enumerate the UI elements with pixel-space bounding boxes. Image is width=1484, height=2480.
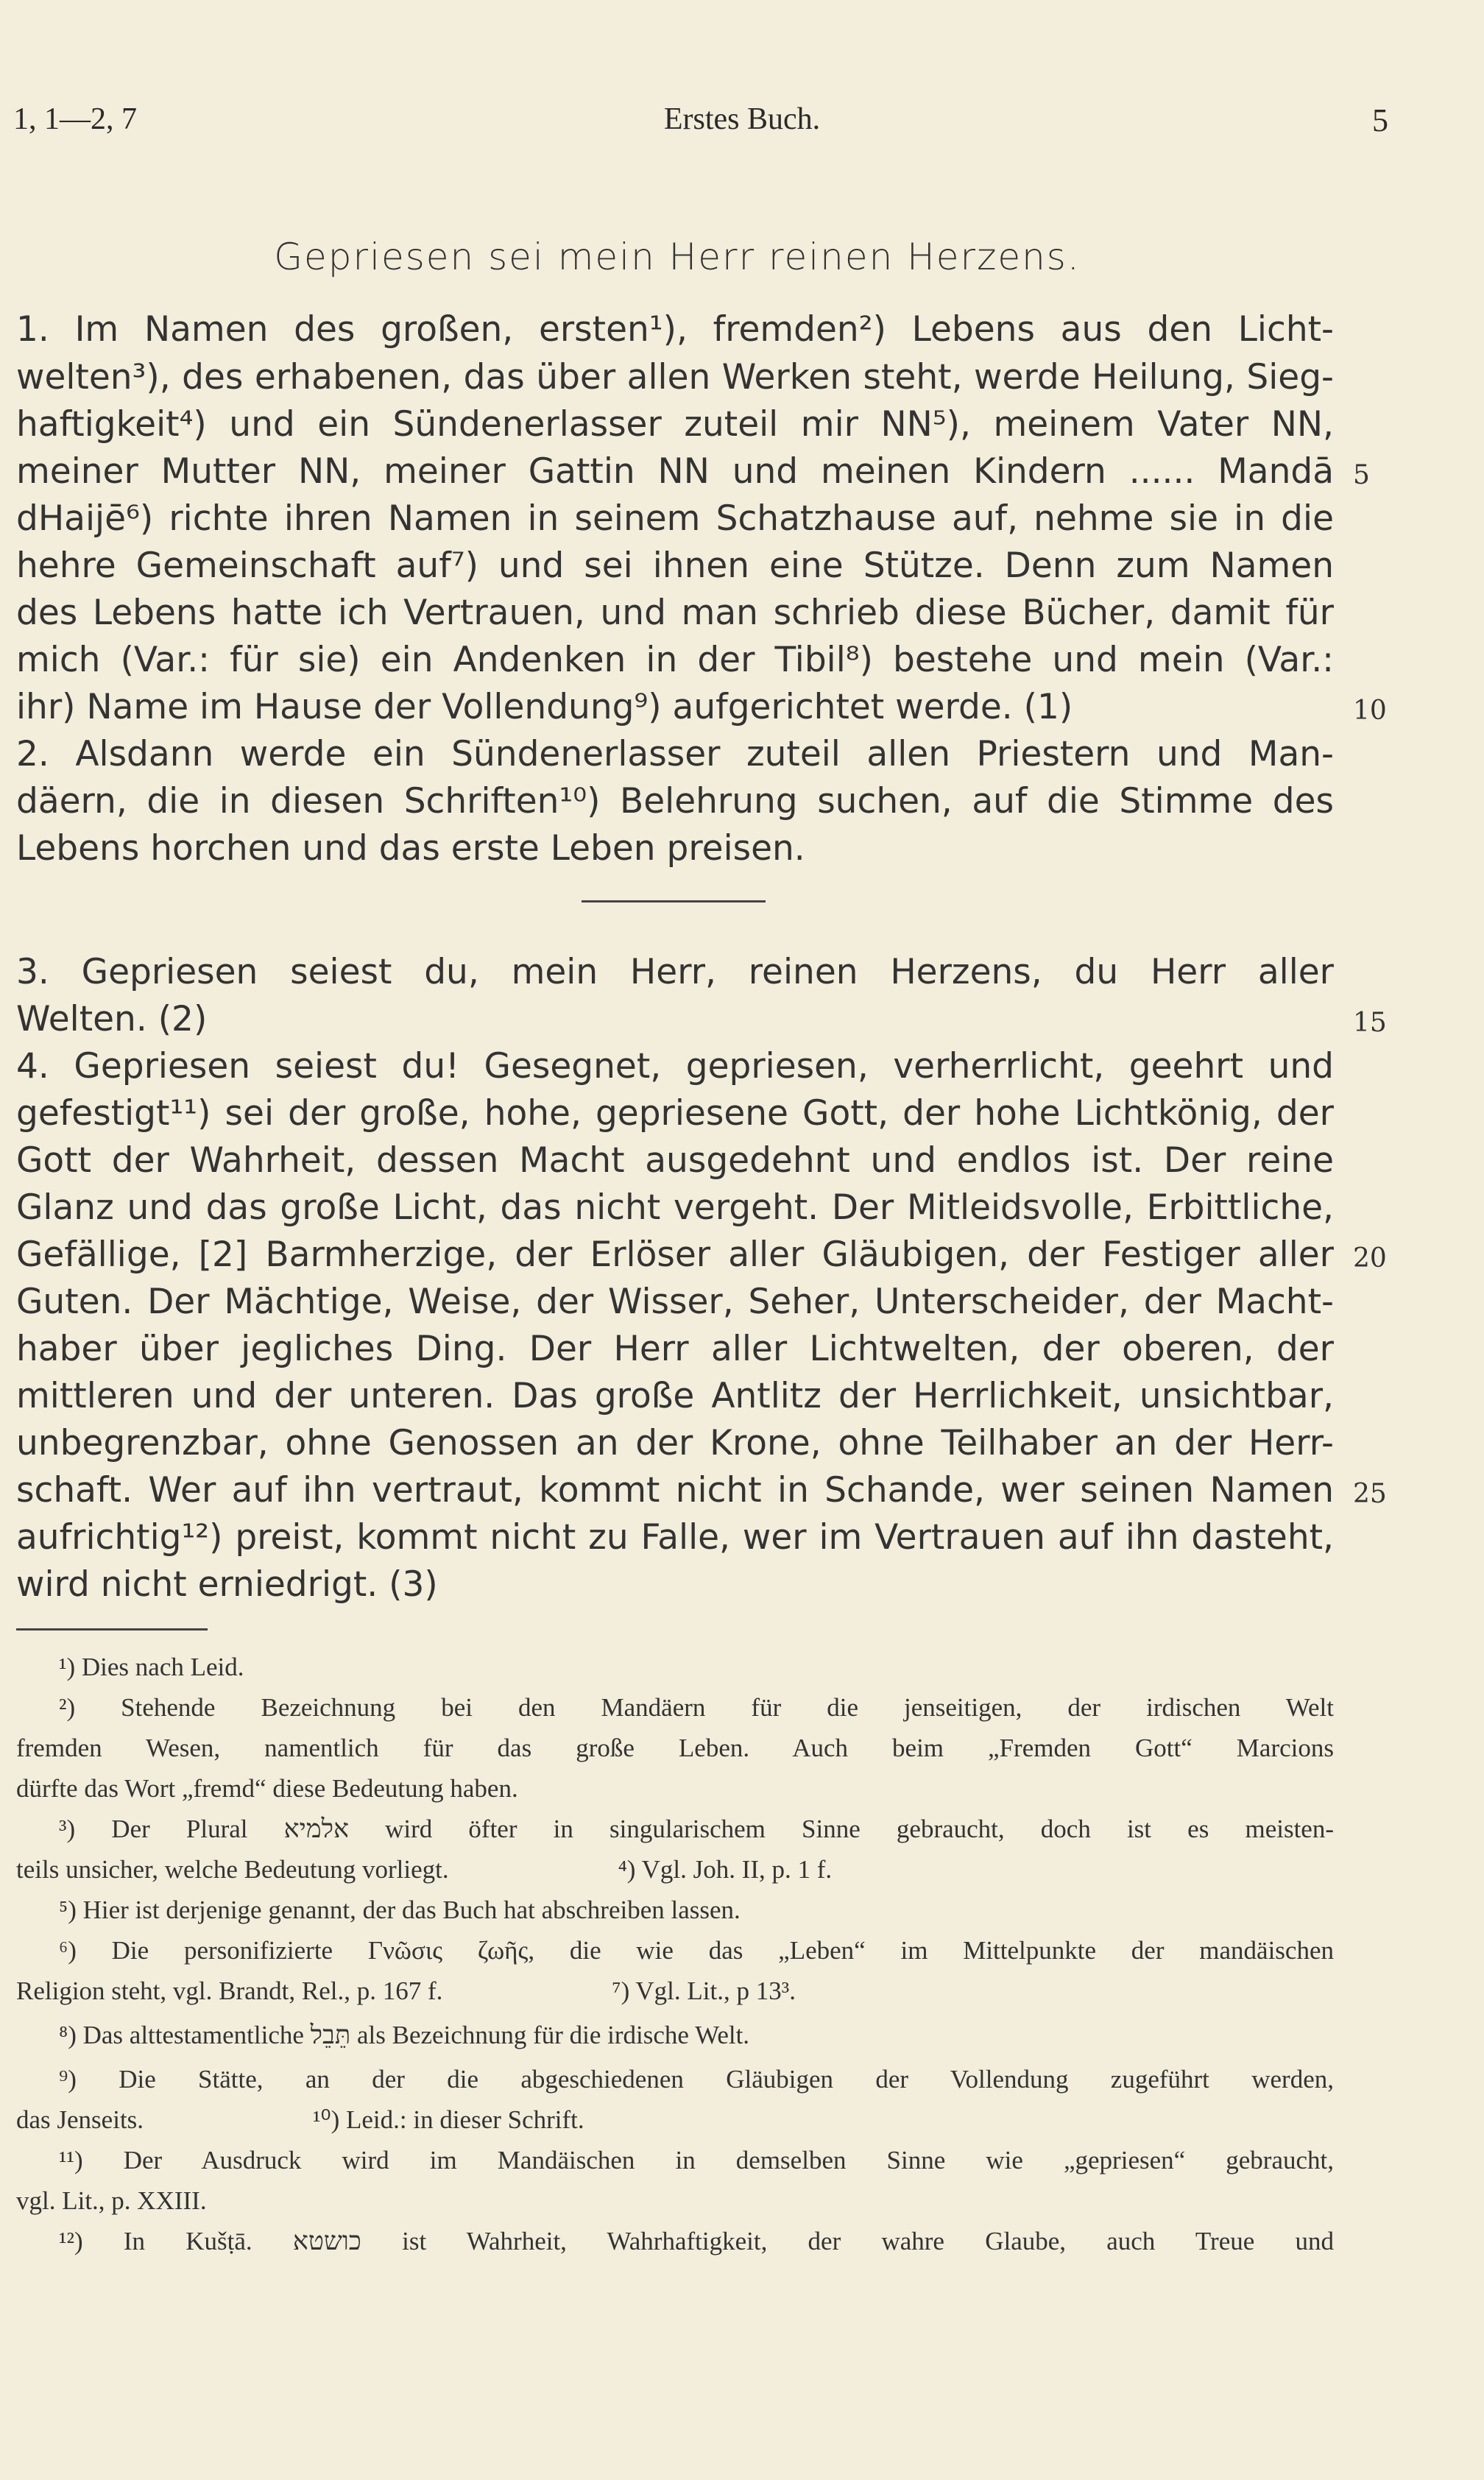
body-line: unbegrenzbar, ohne Genossen an der Krone, ohne Teilhaber an der Herr- bbox=[16, 1423, 1334, 1463]
footnote-line: vgl. Lit., p. XXIII. bbox=[16, 2186, 207, 2215]
footnote-line: fremden Wesen, namentlich für das große Leben. Auch beim „Fremden Gott“ Marcions bbox=[16, 1734, 1334, 1762]
body-line: ihr) Name im Hause der Vollendung⁹) aufgerichtet werde. (1) bbox=[16, 687, 1073, 727]
footnote-rule bbox=[16, 1628, 208, 1631]
line-number: 25 bbox=[1353, 1479, 1387, 1509]
line-number: 10 bbox=[1353, 696, 1387, 726]
body-line: 3. Gepriesen seiest du, mein Herr, reinen Herzens, du Herr aller bbox=[16, 952, 1334, 992]
line-number: 15 bbox=[1353, 1008, 1387, 1038]
footnote-line: ⁹) Die Stätte, an der die abgeschiedenen Gläubigen der Vollendung zugeführt werden, bbox=[59, 2065, 1334, 2094]
line-number: 20 bbox=[1353, 1243, 1387, 1273]
footnote-line: ¹²) In Kušṭā. כושטא ist Wahrheit, Wahrhaftigkeit, der wahre Glaube, auch Treue und bbox=[59, 2227, 1335, 2255]
body-line: 2. Alsdann werde ein Sündenerlasser zuteil allen Priestern und Man- bbox=[16, 734, 1334, 774]
footnote-line: ²) Stehende Bezeichnung bei den Mandäern für die jenseitigen, der irdischen Welt bbox=[59, 1693, 1334, 1722]
section-title: Gepriesen sei mein Herr reinen Herzens. bbox=[274, 236, 1081, 278]
footnote-line: ⁸) Das alttestamentliche תֵּבֵל als Bezeichnung für die irdische Welt. bbox=[59, 2021, 750, 2049]
chapter-reference: 1, 1—2, 7 bbox=[13, 102, 137, 136]
line-number: 5 bbox=[1353, 460, 1370, 490]
body-line: Guten. Der Mächtige, Weise, der Wisser, Seher, Unterscheider, der Macht- bbox=[16, 1282, 1334, 1322]
body-line: 4. Gepriesen seiest du! Gesegnet, gepriesen, verherrlicht, geehrt und bbox=[16, 1046, 1334, 1087]
book-title: Erstes Buch. bbox=[663, 102, 821, 136]
footnote-line: ⁵) Hier ist derjenige genannt, der das Buch hat abschreiben lassen. bbox=[59, 1896, 741, 1924]
body-line: schaft. Wer auf ihn vertraut, kommt nicht in Schande, wer seinen Namen bbox=[16, 1470, 1334, 1511]
body-line: gefestigt¹¹) sei der große, hohe, gepriesene Gott, der hohe Lichtkönig, der bbox=[16, 1093, 1334, 1134]
body-line: des Lebens hatte ich Vertrauen, und man schrieb diese Bücher, damit für bbox=[16, 593, 1334, 633]
footnote-line: das Jenseits. ¹⁰) Leid.: in dieser Schrift. bbox=[16, 2105, 584, 2134]
body-line: haber über jegliches Ding. Der Herr aller Lichtwelten, der oberen, der bbox=[16, 1329, 1334, 1369]
body-line: Gefällige, [2] Barmherzige, der Erlöser aller Gläubigen, der Festiger aller bbox=[16, 1234, 1334, 1275]
body-line: Lebens horchen und das erste Leben preisen. bbox=[16, 828, 805, 869]
running-head bbox=[0, 102, 1484, 146]
body-line: Gott der Wahrheit, dessen Macht ausgedehnt und endlos ist. Der reine bbox=[16, 1140, 1334, 1181]
body-line: Welten. (2) bbox=[16, 999, 208, 1039]
body-line: wird nicht erniedrigt. (3) bbox=[16, 1564, 438, 1605]
body-line: hehre Gemeinschaft auf⁷) und sei ihnen eine Stütze. Denn zum Namen bbox=[16, 545, 1334, 586]
body-line: dHaijē⁶) richte ihren Namen in seinem Schatzhause auf, nehme sie in die bbox=[16, 498, 1334, 539]
footnote-line: ¹) Dies nach Leid. bbox=[59, 1653, 244, 1681]
body-line: haftigkeit⁴) und ein Sündenerlasser zuteil mir NN⁵), meinem Vater NN, bbox=[16, 404, 1334, 445]
body-line: aufrichtig¹²) preist, kommt nicht zu Falle, wer im Vertrauen auf ihn dasteht, bbox=[16, 1517, 1334, 1558]
footnote-line: ³) Der Plural אלמיא wird öfter in singularischem Sinne gebraucht, doch ist es meisten- bbox=[59, 1815, 1334, 1843]
footnote-line: ¹¹) Der Ausdruck wird im Mandäischen in demselben Sinne wie „gepriesen“ gebraucht, bbox=[59, 2146, 1334, 2175]
body-line: mich (Var.: für sie) ein Andenken in der Tibil⁸) bestehe und mein (Var.: bbox=[16, 640, 1334, 680]
body-line: meiner Mutter NN, meiner Gattin NN und meinen Kindern ...... Mandā bbox=[16, 451, 1334, 492]
footnote-line: Religion steht, vgl. Brandt, Rel., p. 167 f. ⁷) Vgl. Lit., p 13³. bbox=[16, 1976, 796, 2005]
body-line: welten³), des erhabenen, das über allen Werken steht, werde Heilung, Sieg- bbox=[16, 357, 1334, 398]
page-number: 5 bbox=[1372, 102, 1388, 138]
body-line: 1. Im Namen des großen, ersten¹), fremden²) Lebens aus den Licht- bbox=[16, 309, 1334, 350]
body-line: Glanz und das große Licht, das nicht vergeht. Der Mitleidsvolle, Erbittliche, bbox=[16, 1187, 1334, 1228]
footnote-line: teils unsicher, welche Bedeutung vorliegt. ⁴) Vgl. Joh. II, p. 1 f. bbox=[16, 1855, 833, 1884]
footnote-line: ⁶) Die personifizierte Γνῶσις ζωῆς, die wie das „Leben“ im Mittelpunkte der mandäischen bbox=[59, 1936, 1334, 1965]
section-divider bbox=[582, 900, 766, 902]
footnote-line: dürfte das Wort „fremd“ diese Bedeutung haben. bbox=[16, 1774, 518, 1803]
body-line: mittleren und der unteren. Das große Antlitz der Herrlichkeit, unsichtbar, bbox=[16, 1376, 1334, 1416]
body-line: däern, die in diesen Schriften¹⁰) Belehrung suchen, auf die Stimme des bbox=[16, 781, 1334, 822]
